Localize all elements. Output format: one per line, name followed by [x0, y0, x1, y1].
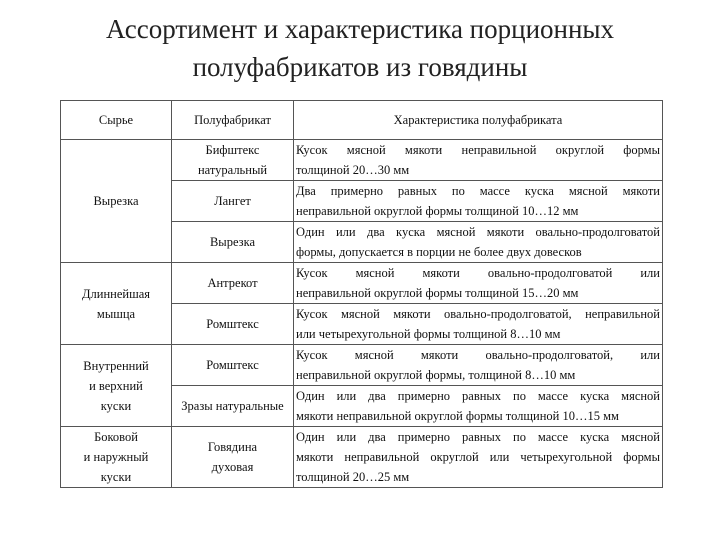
product-line: Зразы натуральные — [181, 399, 284, 413]
header-product: Полуфабрикат — [172, 101, 294, 140]
product-cell — [172, 140, 294, 181]
product-line: Ромштекс — [206, 358, 259, 372]
description-line: неправильной округлой формы толщиной 15…20 мм — [296, 286, 579, 300]
description-line: мякоти неправильной округлой формы толщиной 10…15 мм — [296, 409, 619, 423]
product-line: Говядина — [207, 440, 258, 454]
title-line-1: Ассортимент и характеристика порционных — [105, 14, 615, 44]
raw-line: куски — [100, 470, 132, 484]
header-raw: Сырье — [61, 101, 172, 140]
product-line: Антрекот — [207, 276, 258, 290]
description-cell — [294, 304, 663, 345]
description-line: Один или два куска мясной мякоти овально-продолговатой — [296, 225, 660, 239]
raw-cell — [61, 140, 172, 263]
description-line: толщиной 20…30 мм — [296, 163, 410, 177]
page-title — [0, 10, 720, 86]
table-row — [61, 427, 663, 488]
description-line: Один или два примерно равных по массе куска мясной — [296, 389, 660, 403]
raw-line: Вырезка — [93, 194, 139, 208]
header-description: Характеристика полуфабриката — [294, 101, 663, 140]
description-line: Два примерно равных по массе куска мясной мякоти — [296, 184, 660, 198]
product-line: Бифштекс — [205, 143, 260, 157]
product-cell — [172, 222, 294, 263]
description-cell — [294, 345, 663, 386]
raw-line: куски — [100, 398, 132, 413]
table-row — [61, 263, 663, 304]
description-cell — [294, 386, 663, 427]
semi-products-table — [60, 100, 663, 488]
raw-line: и верхний — [89, 378, 143, 393]
description-cell — [294, 263, 663, 304]
product-line: Ромштекс — [206, 317, 259, 331]
product-cell — [172, 304, 294, 345]
description-line: Кусок мясной мякоти неправильной округлой формы — [296, 143, 660, 157]
description-cell — [294, 222, 663, 263]
raw-line: Внутренний — [83, 358, 149, 373]
product-cell — [172, 181, 294, 222]
raw-line: Длиннейшая — [82, 286, 150, 301]
raw-cell — [61, 263, 172, 345]
table-row — [61, 140, 663, 181]
product-cell — [172, 345, 294, 386]
description-line: толщиной 20…25 мм — [296, 470, 410, 484]
description-line: Один или два примерно равных по массе куска мясной — [296, 430, 660, 444]
table-row — [61, 345, 663, 386]
raw-line: и наружный — [83, 450, 149, 464]
raw-cell — [61, 427, 172, 488]
description-line: неправильной округлой формы, толщиной 8…10 мм — [296, 368, 576, 382]
description-line: мякоти неправильной округлой или четырехугольной формы — [296, 450, 660, 464]
description-cell — [294, 140, 663, 181]
table-header-row — [61, 101, 663, 140]
description-line: или четырехугольной формы толщиной 8…10 мм — [296, 327, 561, 341]
product-line: натуральный — [197, 163, 268, 177]
title-line-2: полуфабрикатов из говядины — [192, 52, 528, 82]
description-line: Кусок мясной мякоти овально-продолговатой, или — [296, 348, 660, 362]
product-line: Вырезка — [209, 235, 256, 249]
raw-line: мышца — [96, 306, 136, 321]
product-cell — [172, 427, 294, 488]
description-line: неправильной округлой формы толщиной 10…12 мм — [296, 204, 579, 218]
product-cell — [172, 263, 294, 304]
product-line: духовая — [211, 460, 254, 474]
description-line: формы, допускается в порции не более двух довесков — [296, 245, 582, 259]
product-cell — [172, 386, 294, 427]
raw-line: Боковой — [94, 430, 138, 444]
description-line: Кусок мясной мякоти овально-продолговатой, неправильной — [296, 307, 660, 321]
description-cell — [294, 181, 663, 222]
product-line: Лангет — [214, 194, 251, 208]
raw-cell — [61, 345, 172, 427]
description-cell — [294, 427, 663, 488]
description-line: Кусок мясной мякоти овально-продолговатой или — [296, 266, 660, 280]
